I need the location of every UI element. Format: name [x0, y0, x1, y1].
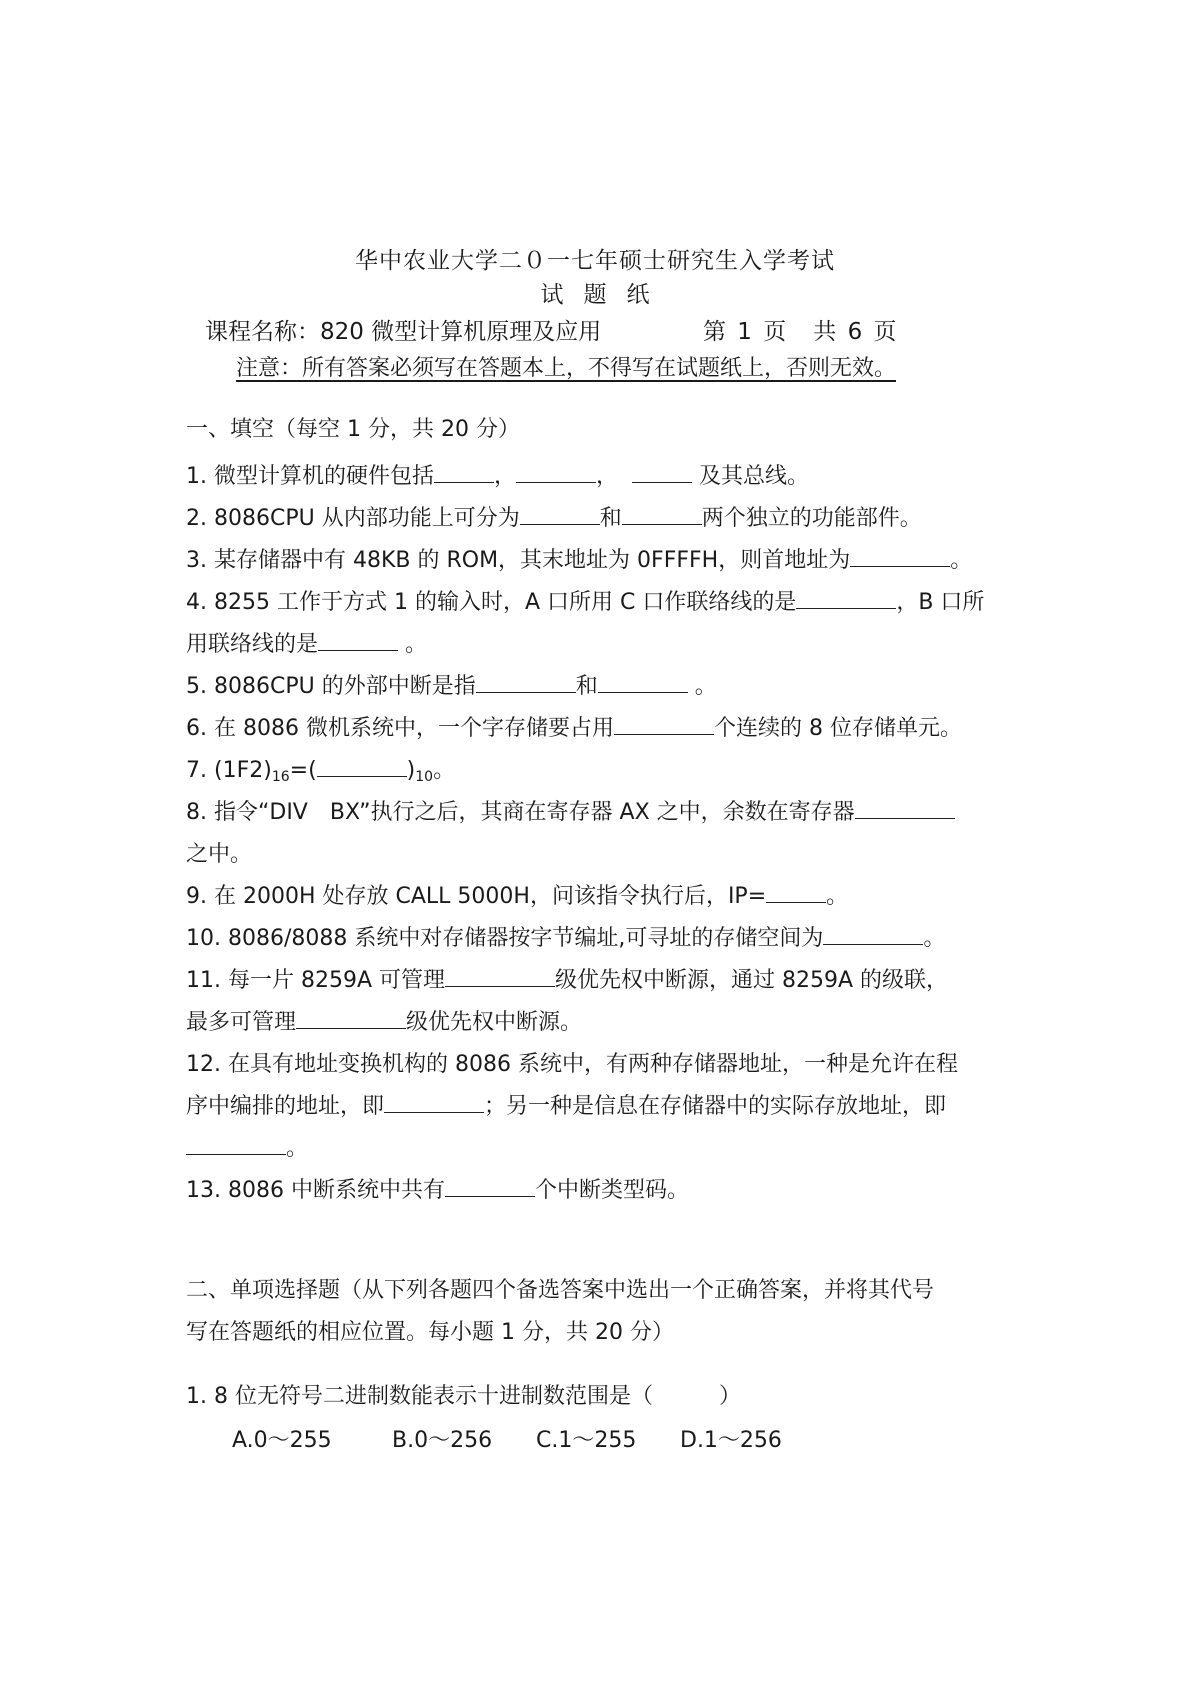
- answer-blank: [622, 498, 702, 525]
- exam-notice: 注意：所有答案必须写在答题本上，不得写在试题纸上，否则无效。: [236, 356, 897, 381]
- question-text: ): [406, 758, 416, 783]
- question-text: 之中。: [186, 842, 253, 867]
- answer-blank: [632, 456, 692, 483]
- question-text: 4. 8255 工作于方式 1 的输入时，A 口所用 C 口作联络线的是: [186, 590, 797, 615]
- question-text: 。: [826, 884, 849, 909]
- answer-blank: [766, 876, 826, 903]
- page-number: 第 1 页 共 6 页: [703, 319, 899, 345]
- answer-blank: [445, 960, 555, 987]
- choice-a: A.0～255: [232, 1428, 332, 1453]
- question-text: 。: [687, 674, 717, 699]
- subscript: 16: [271, 769, 290, 785]
- question-text: 个中断类型码。: [534, 1178, 689, 1203]
- question-1-1: [186, 456, 1026, 498]
- question-text: 。: [950, 548, 973, 573]
- question-text: 两个独立的功能部件。: [701, 506, 922, 531]
- question-text: 13. 8086 中断系统中共有: [186, 1178, 445, 1203]
- question-1-8: [186, 792, 1026, 876]
- question-text: 个连续的 8 位存储单元。: [713, 716, 962, 741]
- question-text: 11. 每一片 8259A 可管理: [186, 968, 446, 993]
- section2-heading-line2: 写在答题纸的相应位置。每小题 1 分，共 20 分）: [186, 1320, 674, 1345]
- question-text: ；另一种是信息在存储器中的实际存放地址，即: [484, 1094, 947, 1119]
- question-text: 用联络线的是: [186, 632, 319, 657]
- question-1-12: [186, 1044, 1026, 1170]
- exam-subtitle: 试题纸: [540, 282, 670, 308]
- question-text: 9. 在 2000H 处存放 CALL 5000H，问该指令执行后，IP=: [186, 884, 767, 909]
- question-1-4: [186, 582, 1026, 666]
- section1-heading: 一、填空（每空 1 分，共 20 分）: [186, 417, 520, 442]
- answer-blank: [823, 918, 923, 945]
- answer-blank: [384, 1086, 484, 1113]
- question-1-6: [186, 708, 1026, 750]
- question-text: ，B 口所: [896, 590, 985, 615]
- answer-blank: [850, 540, 950, 567]
- question-text: 12. 在具有地址变换机构的 8086 系统中，有两种存储器地址，一种是允许在程: [186, 1052, 958, 1077]
- answer-blank: [520, 498, 600, 525]
- answer-blank: [186, 1128, 286, 1155]
- question-text: 1. 微型计算机的硬件包括: [186, 464, 434, 489]
- question-text: 。: [433, 758, 456, 783]
- question-text: 2. 8086CPU 从内部功能上可分为: [186, 506, 520, 531]
- choice-c: C.1～255: [536, 1428, 637, 1453]
- question-text: 7. (1F2): [186, 758, 272, 783]
- question-text: 8. 指令“DIV BX”执行之后，其商在寄存器 AX 之中，余数在寄存器: [186, 800, 855, 825]
- question-1-7: [186, 750, 1026, 792]
- answer-blank: [296, 1002, 406, 1029]
- question-1-9: [186, 876, 1026, 918]
- question-text: 。: [286, 1136, 309, 1161]
- answer-blank: [598, 666, 688, 693]
- question-text: 6. 在 8086 微机系统中，一个字存储要占用: [186, 716, 614, 741]
- question-text: 。: [923, 926, 946, 951]
- section2-heading: [186, 1270, 1026, 1354]
- question-text: 10. 8086/8088 系统中对存储器按字节编址,可寻址的存储空间为: [186, 926, 824, 951]
- question-text: 级优先权中断源，通过 8259A 的级联，: [555, 968, 949, 993]
- section2-heading-line1: 二、单项选择题（从下列各题四个备选答案中选出一个正确答案，并将其代号: [186, 1278, 935, 1303]
- question-1-5: [186, 666, 1026, 708]
- question-text: ，: [596, 464, 619, 489]
- question-text: 和: [575, 674, 598, 699]
- question-text: 序中编排的地址，即: [186, 1094, 385, 1119]
- answer-blank: [445, 1170, 535, 1197]
- question-text: 最多可管理: [186, 1010, 297, 1035]
- question-text: 和: [599, 506, 622, 531]
- question-1-2: [186, 498, 1026, 540]
- question-1-11: [186, 960, 1026, 1044]
- choice-b: B.0～256: [392, 1428, 493, 1453]
- question-1-13: [186, 1170, 1026, 1212]
- answer-blank: [434, 456, 494, 483]
- answer-blank: [317, 750, 407, 777]
- question-1-3: [186, 540, 1026, 582]
- question-text: 5. 8086CPU 的外部中断是指: [186, 674, 476, 699]
- question-text: 及其总线。: [692, 464, 810, 489]
- question-text: ，: [493, 464, 516, 489]
- answer-blank: [796, 582, 896, 609]
- answer-blank: [516, 456, 596, 483]
- answer-blank: [614, 708, 714, 735]
- question-text: 3. 某存储器中有 48KB 的 ROM，其末地址为 0FFFFH，则首地址为: [186, 548, 851, 573]
- exam-title: 华中农业大学二０一七年硕士研究生入学考试: [355, 248, 835, 274]
- question-text: 1. 8 位无符号二进制数能表示十进制数范围是（ ）: [186, 1384, 741, 1409]
- question-text: 级优先权中断源。: [406, 1010, 583, 1035]
- question-text: 。: [398, 632, 428, 657]
- question-1-10: [186, 918, 1026, 960]
- course-name: 课程名称：820 微型计算机原理及应用: [205, 319, 602, 345]
- question-text: =(: [289, 758, 317, 783]
- answer-blank: [318, 624, 398, 651]
- answer-blank: [855, 792, 955, 819]
- exam-header: [0, 244, 1190, 312]
- question-2-1: [186, 1376, 1026, 1418]
- choice-d: D.1～256: [680, 1428, 782, 1453]
- course-info: [205, 314, 1025, 350]
- answer-blank: [476, 666, 576, 693]
- subscript: 10: [415, 769, 434, 785]
